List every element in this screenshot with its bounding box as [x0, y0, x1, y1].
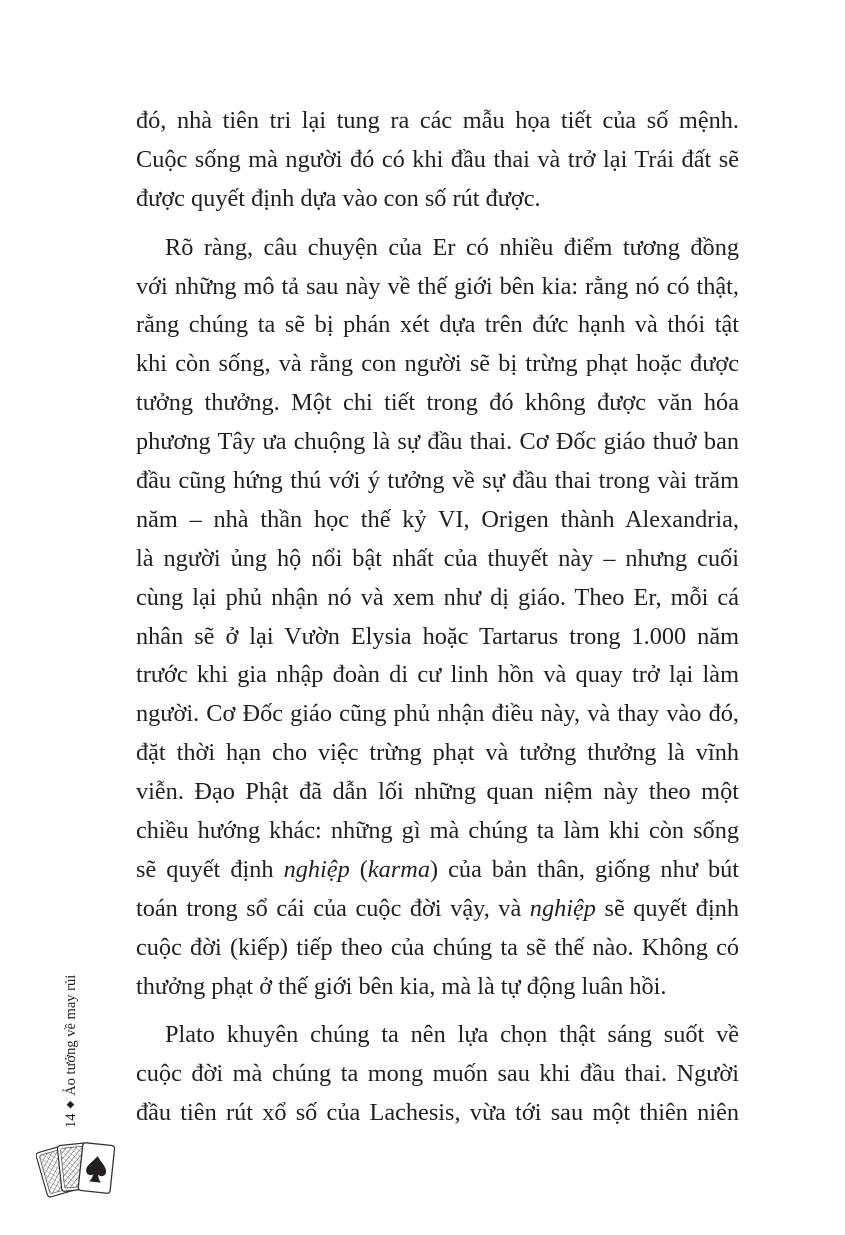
text-line: [136, 1055, 739, 1094]
text-line: [136, 929, 739, 968]
text-segment: Plato khuyên chúng ta nên lựa chọn thật sáng suốt về: [165, 1021, 739, 1049]
text-segment: khi còn sống, và rằng con người sẽ bị trừng phạt hoặc được: [136, 350, 739, 378]
text-segment: (: [349, 855, 368, 883]
text-segment: sẽ quyết định: [136, 855, 284, 883]
text-line: [136, 345, 739, 384]
text-segment: cuộc đời mà chúng ta mong muốn sau khi đầu thai. Người: [136, 1060, 739, 1088]
text-line: [136, 462, 739, 501]
running-footer: [62, 975, 80, 1128]
text-line: [136, 229, 739, 268]
text-segment: sẽ quyết định: [595, 894, 739, 922]
text-line: [136, 306, 739, 345]
playing-cards-spade-icon: [36, 1134, 118, 1204]
text-segment: là người ủng hộ nổi bật nhất của thuyết này – nhưng cuối: [136, 544, 739, 572]
text-line: [136, 812, 739, 851]
text-segment: trước khi gia nhập đoàn di cư linh hồn và quay trở lại làm: [136, 661, 739, 689]
italic-term: nghiệp: [283, 855, 350, 883]
text-segment: viễn. Đạo Phật đã dẫn lối những quan niệm này theo một: [136, 778, 739, 806]
text-segment: năm – nhà thần học thế kỷ VI, Origen thành Alexandria,: [136, 505, 739, 533]
paragraph: [136, 1016, 739, 1133]
running-title: Ảo tưởng về may rủi: [63, 974, 79, 1096]
text-line: [136, 773, 739, 812]
text-line: [136, 579, 739, 618]
text-segment: rằng chúng ta sẽ bị phán xét dựa trên đức hạnh và thói tật: [136, 311, 739, 339]
text-segment: chiều hướng khác: những gì mà chúng ta làm khi còn sống: [136, 817, 739, 845]
text-line: [136, 890, 739, 929]
text-line: [136, 968, 739, 1007]
paragraph: [136, 102, 739, 219]
text-segment: đó, nhà tiên tri lại tung ra các mẫu họa tiết của số mệnh.: [136, 107, 739, 134]
italic-term: nghiệp: [529, 894, 596, 922]
text-line: [136, 268, 739, 307]
text-segment: tưởng thưởng. Một chi tiết trong đó không được văn hóa: [136, 389, 739, 417]
text-line: [136, 102, 739, 141]
text-segment: được quyết định dựa vào con số rút được.: [136, 184, 541, 212]
text-segment: cuộc đời (kiếp) tiếp theo của chúng ta sẽ thế nào. Không có: [136, 933, 739, 961]
diamond-separator-icon: ◆: [65, 1100, 76, 1109]
italic-term: karma: [367, 855, 430, 883]
text-line: [136, 501, 739, 540]
text-line: [136, 851, 739, 890]
text-line: [136, 656, 739, 695]
text-line: [136, 1016, 739, 1055]
text-line: [136, 1094, 739, 1133]
text-segment: đầu cũng hứng thú với ý tưởng về sự đầu thai trong vài trăm: [136, 467, 739, 495]
text-line: [136, 695, 739, 734]
text-segment: nhân sẽ ở lại Vườn Elysia hoặc Tartarus trong 1.000 năm: [136, 622, 739, 650]
text-line: [136, 141, 739, 180]
text-line: [136, 734, 739, 773]
text-segment: đặt thời hạn cho việc trừng phạt và tưởng thưởng là vĩnh: [136, 739, 739, 767]
body-text: [136, 102, 739, 1133]
text-segment: đầu tiên rút xổ số của Lachesis, vừa tới sau một thiên niên: [136, 1099, 739, 1127]
text-segment: cùng lại phủ nhận nó và xem như dị giáo. Theo Er, mỗi cá: [136, 583, 739, 611]
paragraph-spacing: [136, 219, 739, 229]
text-segment: thưởng phạt ở thế giới bên kia, mà là tự động luân hồi.: [136, 972, 667, 1000]
text-line: [136, 618, 739, 657]
page-number: 14: [63, 1113, 79, 1128]
text-segment: ) của bản thân, giống như bút: [429, 855, 739, 883]
text-segment: với những mô tả sau này về thế giới bên kia: rằng nó có thật,: [136, 272, 739, 300]
text-segment: Cuộc sống mà người đó có khi đầu thai và trở lại Trái đất sẽ: [136, 145, 739, 173]
text-line: [136, 384, 739, 423]
text-segment: toán trong sổ cái của cuộc đời vậy, và: [136, 894, 530, 922]
text-line: [136, 423, 739, 462]
text-line: [136, 540, 739, 579]
text-line: [136, 180, 739, 219]
paragraph-spacing: [136, 1006, 739, 1016]
text-segment: người. Cơ Đốc giáo cũng phủ nhận điều này, và thay vào đó,: [136, 700, 739, 728]
text-segment: Rõ ràng, câu chuyện của Er có nhiều điểm tương đồng: [165, 233, 739, 261]
text-segment: phương Tây ưa chuộng là sự đầu thai. Cơ Đốc giáo thuở ban: [136, 428, 739, 456]
paragraph: [136, 229, 739, 1007]
